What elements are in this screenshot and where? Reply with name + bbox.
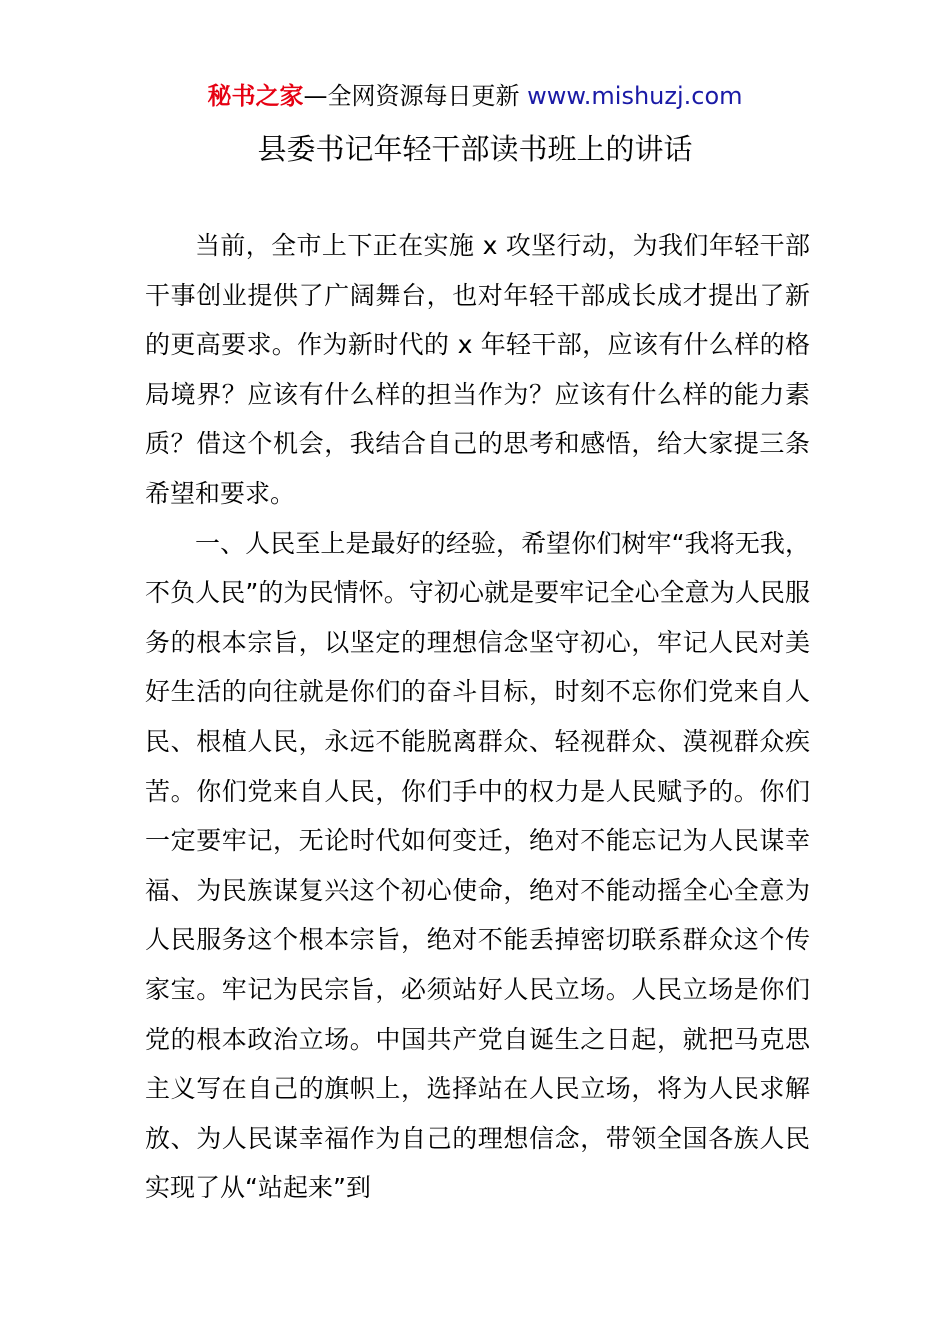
paragraph-section-one: 一、人民至上是最好的经验，希望你们树牢“我将无我，不负人民”的为民情怀。守初心就是要牢记全心全意为人民服务的根本宗旨，以坚定的理想信念坚守初心，牢记人民对美好生活的向往就是你们的奋斗目标，时刻不忘你们党来自人民、根植人民，永远不能脱离群众、轻视群众、漠视群众疾苦。你们党来自人民，你们手中的权力是人民赋予的。你们一定要牢记，无论时代如何变迁，绝对不能忘记为人民谋幸福、为民族谋复兴这个初心使命，绝对不能动摇全心全意为人民服务这个根本宗旨，绝对不能丢掉密切联系群众这个传家宝。牢记为民宗旨，必须站好人民立场。人民立场是你们党的根本政治立场。中国共产党自诞生之日起，就把马克思主义写在自己的旗帜上，选择站在人民立场，将为人民求解放、为人民谋幸福作为自己的理想信念，带领全国各族人民实现了从“站起来”到 [145,528,810,1203]
website-url[interactable]: www.mishuzj.com [527,82,743,110]
header-slogan: —全网资源每日更新 [303,82,528,110]
paragraph-intro: 当前，全市上下正在实施 x 攻坚行动，为我们年轻干部干事创业提供了广阔舞台，也对年轻干部成长成才提出了新的更高要求。作为新时代的 x 年轻干部，应该有什么样的格局境界？应该有什么样的担当作为？应该有什么样的能力素质？借这个机会，我结合自己的思考和感悟，给大家提三条希望和要求。 [145,231,810,508]
document-body [145,221,810,1213]
site-header [0,80,950,112]
brand-name: 秘书之家 [207,82,304,110]
document-title: 县委书记年轻干部读书班上的讲话 [257,132,693,166]
